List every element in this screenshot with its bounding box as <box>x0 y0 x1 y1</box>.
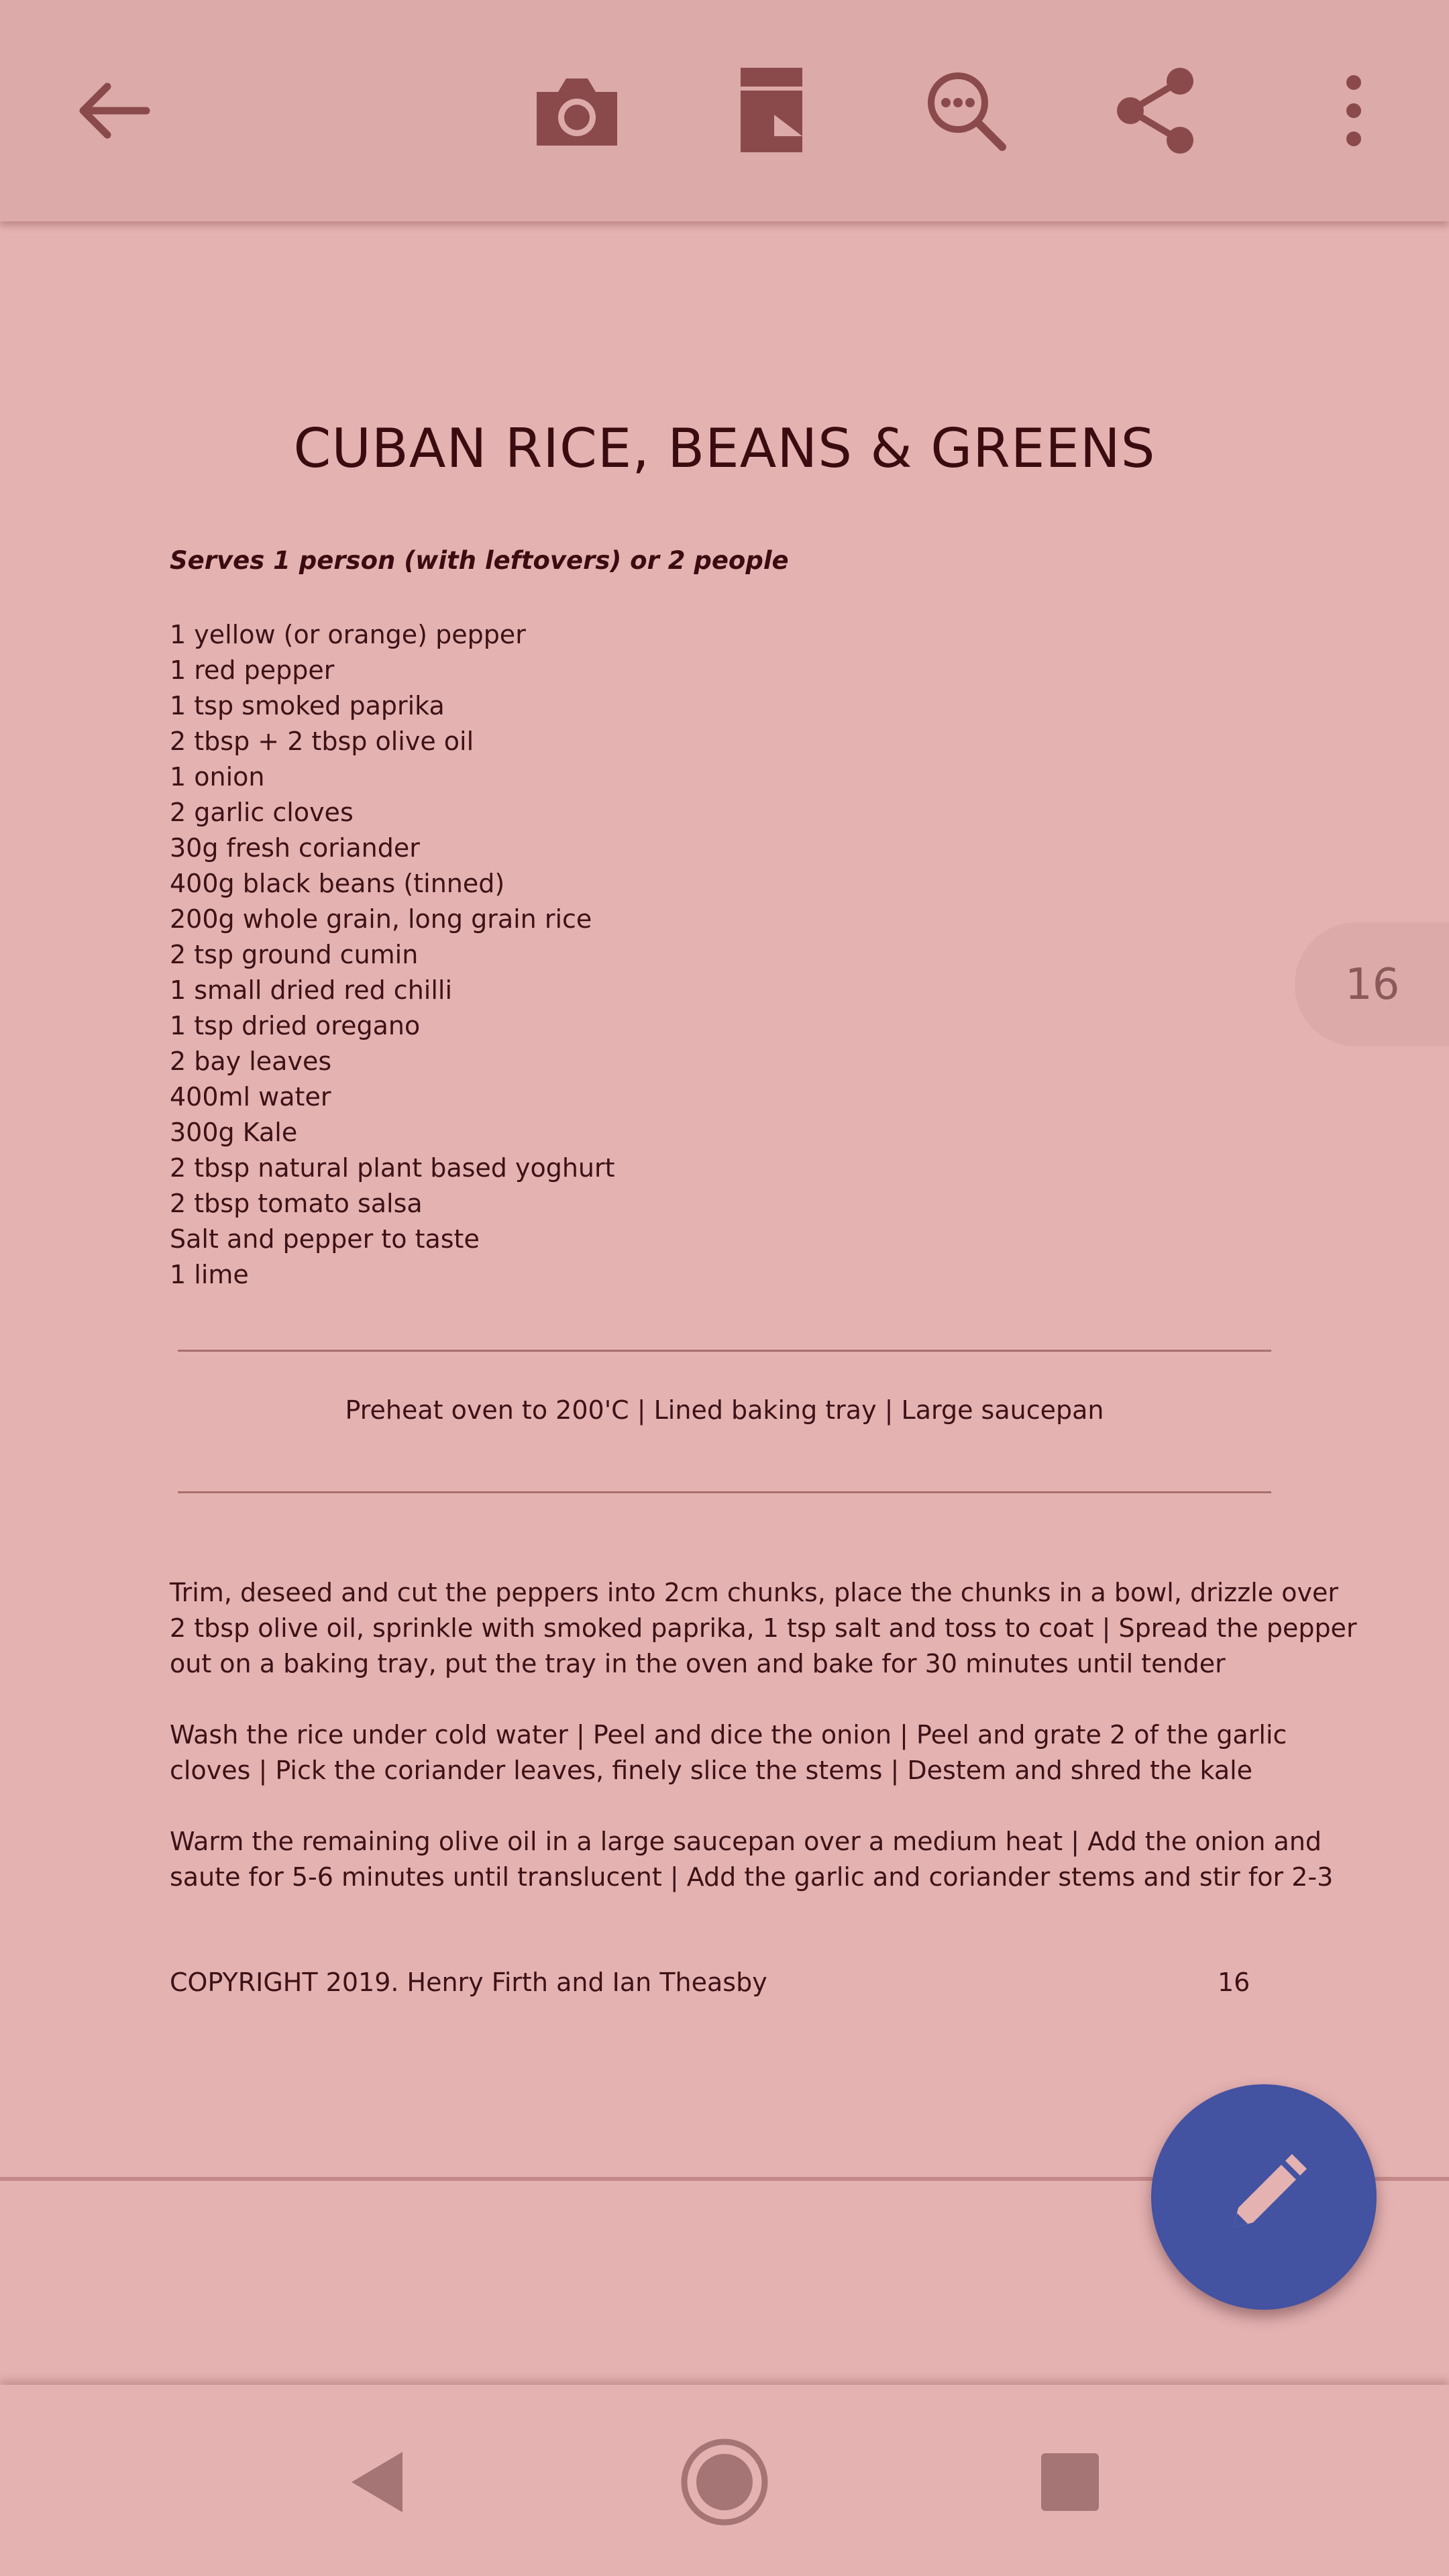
share-icon[interactable] <box>1110 64 1204 158</box>
ingredient-item: 1 red pepper <box>170 655 335 685</box>
divider-bottom <box>178 1491 1271 1493</box>
ingredient-item: 2 garlic cloves <box>170 798 354 827</box>
ingredient-item: 30g fresh coriander <box>170 833 420 863</box>
equipment-line: Preheat oven to 200'C | Lined baking tray | Large saucepan <box>345 1395 1104 1425</box>
back-arrow-icon[interactable] <box>66 64 160 158</box>
ingredient-item: 400ml water <box>170 1082 331 1112</box>
nav-recents-icon[interactable] <box>1020 2432 1120 2532</box>
bookmark-page-icon[interactable] <box>724 64 818 158</box>
ingredient-item: 2 tbsp + 2 tbsp olive oil <box>170 727 474 756</box>
ingredient-item: 2 tbsp tomato salsa <box>170 1189 423 1218</box>
footer-page-number: 16 <box>1218 1968 1250 1997</box>
ingredient-item: 300g Kale <box>170 1118 298 1147</box>
top-toolbar <box>0 0 1449 221</box>
ingredient-item: 1 tsp smoked paprika <box>170 691 445 720</box>
ingredient-item: 1 lime <box>170 1260 249 1289</box>
method-line: Wash the rice under cold water | Peel and dice the onion | Peel and grate 2 of the garlic <box>170 1720 1287 1750</box>
method-line: Warm the remaining olive oil in a large saucepan over a medium heat | Add the onion and <box>170 1827 1322 1856</box>
nav-back-icon[interactable] <box>327 2432 428 2532</box>
document-page[interactable] <box>0 221 1449 2180</box>
method-step-2 <box>170 1717 1287 1788</box>
method-line: 2 tbsp olive oil, sprinkle with smoked paprika, 1 tsp salt and toss to coat | Spread the pepper <box>170 1613 1357 1643</box>
ingredient-item: 400g black beans (tinned) <box>170 869 505 898</box>
method-line: Trim, deseed and cut the peppers into 2cm chunks, place the chunks in a bowl, drizzle over <box>170 1578 1338 1607</box>
pencil-icon <box>1210 2143 1318 2251</box>
ingredient-item: 1 small dried red chilli <box>170 975 453 1005</box>
divider-top <box>178 1350 1271 1352</box>
method-step-1 <box>170 1575 1357 1682</box>
system-nav-bar <box>0 2385 1449 2576</box>
ingredient-item: 2 tsp ground cumin <box>170 940 419 969</box>
ingredient-item: 200g whole grain, long grain rice <box>170 904 592 934</box>
servings-note: Serves 1 person (with leftovers) or 2 people <box>170 546 789 575</box>
ingredient-item: Salt and pepper to taste <box>170 1224 480 1254</box>
ingredient-item: 1 tsp dried oregano <box>170 1011 421 1040</box>
more-vert-icon[interactable] <box>1307 64 1401 158</box>
camera-icon[interactable] <box>530 64 624 158</box>
page-indicator[interactable] <box>1295 922 1449 1046</box>
method-line: saute for 5-6 minutes until translucent | Add the garlic and coriander stems and stir for 2-3 <box>170 1862 1334 1892</box>
ingredient-item: 2 bay leaves <box>170 1046 332 1076</box>
ingredient-item: 1 yellow (or orange) pepper <box>170 620 526 649</box>
ingredients-list <box>170 617 615 1293</box>
recipe-title: CUBAN RICE, BEANS & GREENS <box>293 417 1156 480</box>
method-line: out on a baking tray, put the tray in the oven and bake for 30 minutes until tender <box>170 1649 1226 1678</box>
method-line: cloves | Pick the coriander leaves, finely slice the stems | Destem and shred the kale <box>170 1756 1253 1785</box>
search-more-icon[interactable] <box>919 64 1013 158</box>
ingredient-item: 1 onion <box>170 762 265 792</box>
page-indicator-number: 16 <box>1345 959 1400 1010</box>
nav-home-icon[interactable] <box>674 2432 775 2532</box>
edit-fab-button[interactable] <box>1151 2084 1377 2310</box>
method-step-3 <box>170 1824 1334 1895</box>
ingredient-item: 2 tbsp natural plant based yoghurt <box>170 1153 615 1183</box>
copyright-text: COPYRIGHT 2019. Henry Firth and Ian Theasby <box>170 1968 767 1997</box>
